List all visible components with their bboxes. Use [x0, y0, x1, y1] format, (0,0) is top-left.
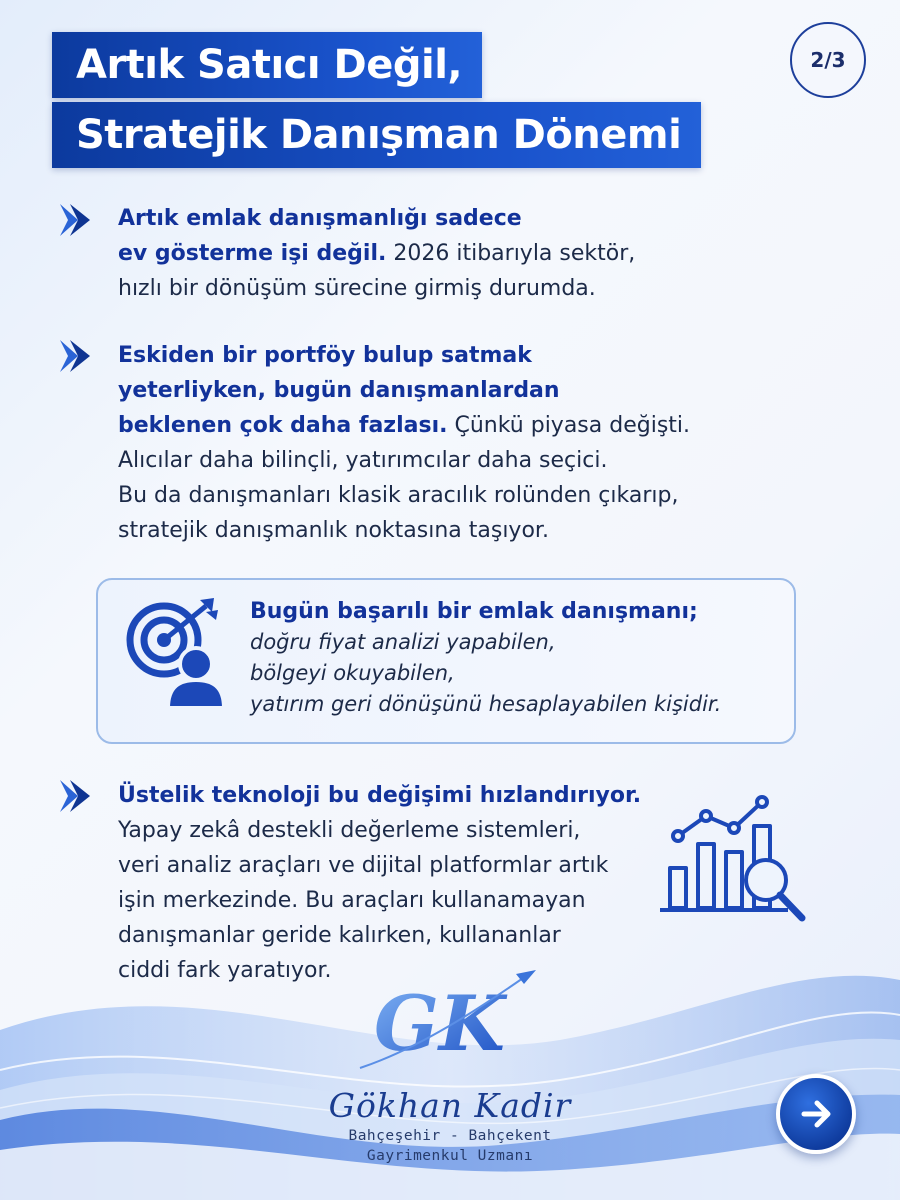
text-line: yeterliyken, bugün danışmanlardan	[118, 378, 560, 403]
brand-subtitle-line-1: Bahçeşehir - Bahçekent	[348, 1128, 552, 1144]
text-line: Yapay zekâ destekli değerleme sistemleri,	[118, 818, 581, 843]
section-1-text	[118, 201, 635, 306]
page-indicator-badge: 2/3	[790, 22, 866, 98]
brand-signature: Gökhan Kadir	[328, 1086, 572, 1125]
arrow-right-icon	[796, 1094, 836, 1134]
section-2-text	[118, 338, 690, 548]
info-box-item: doğru fiyat analizi yapabilen,	[250, 630, 556, 654]
text-line: Üstelik teknoloji bu değişimi hızlandırıyor.	[118, 783, 642, 808]
chevron-right-icon	[56, 336, 96, 376]
text-line: ciddi fark yaratıyor.	[118, 958, 332, 983]
info-box-heading: Bugün başarılı bir emlak danışmanı;	[250, 599, 698, 624]
text-line: Bu da danışmanları klasik aracılık rolünden çıkarıp,	[118, 483, 679, 508]
monogram-text: GK	[374, 979, 505, 1068]
analytics-chart-icon	[656, 792, 812, 932]
text-line: stratejik danışmanlık noktasına taşıyor.	[118, 518, 549, 543]
text-line: işin merkezinde. Bu araçları kullanamayan	[118, 888, 586, 913]
text-line: veri analiz araçları ve dijital platformlar artık	[118, 853, 609, 878]
chevron-right-icon	[56, 776, 96, 816]
text-line: danışmanlar geride kalırken, kullananlar	[118, 923, 561, 948]
info-box-item: bölgeyi okuyabilen,	[250, 661, 455, 685]
text-line: Alıcılar daha bilinçli, yatırımcılar daha seçici.	[118, 448, 608, 473]
text-line: Eskiden bir portföy bulup satmak	[118, 343, 532, 368]
text-line: ev gösterme işi değil. 2026 itibarıyla sektör,	[118, 241, 636, 266]
info-box-text	[250, 596, 721, 720]
text-line: beklenen çok daha fazlası. Çünkü piyasa değişti.	[118, 413, 691, 438]
next-slide-button[interactable]	[776, 1074, 856, 1154]
gk-monogram-logo	[340, 968, 540, 1076]
brand-subtitle-line-2: Gayrimenkul Uzmanı	[366, 1148, 534, 1164]
page-title-line-2: Stratejik Danışman Dönemi	[52, 102, 701, 168]
info-box-item: yatırım geri dönüşünü hesaplayabilen kişidir.	[250, 692, 722, 716]
page-title-line-1: Artık Satıcı Değil,	[52, 32, 482, 98]
target-person-icon	[122, 598, 232, 708]
text-line: Artık emlak danışmanlığı sadece	[118, 206, 522, 231]
chevron-right-icon	[56, 200, 96, 240]
section-3-text	[118, 778, 641, 988]
text-line: hızlı bir dönüşüm sürecine girmiş durumda.	[118, 276, 596, 301]
